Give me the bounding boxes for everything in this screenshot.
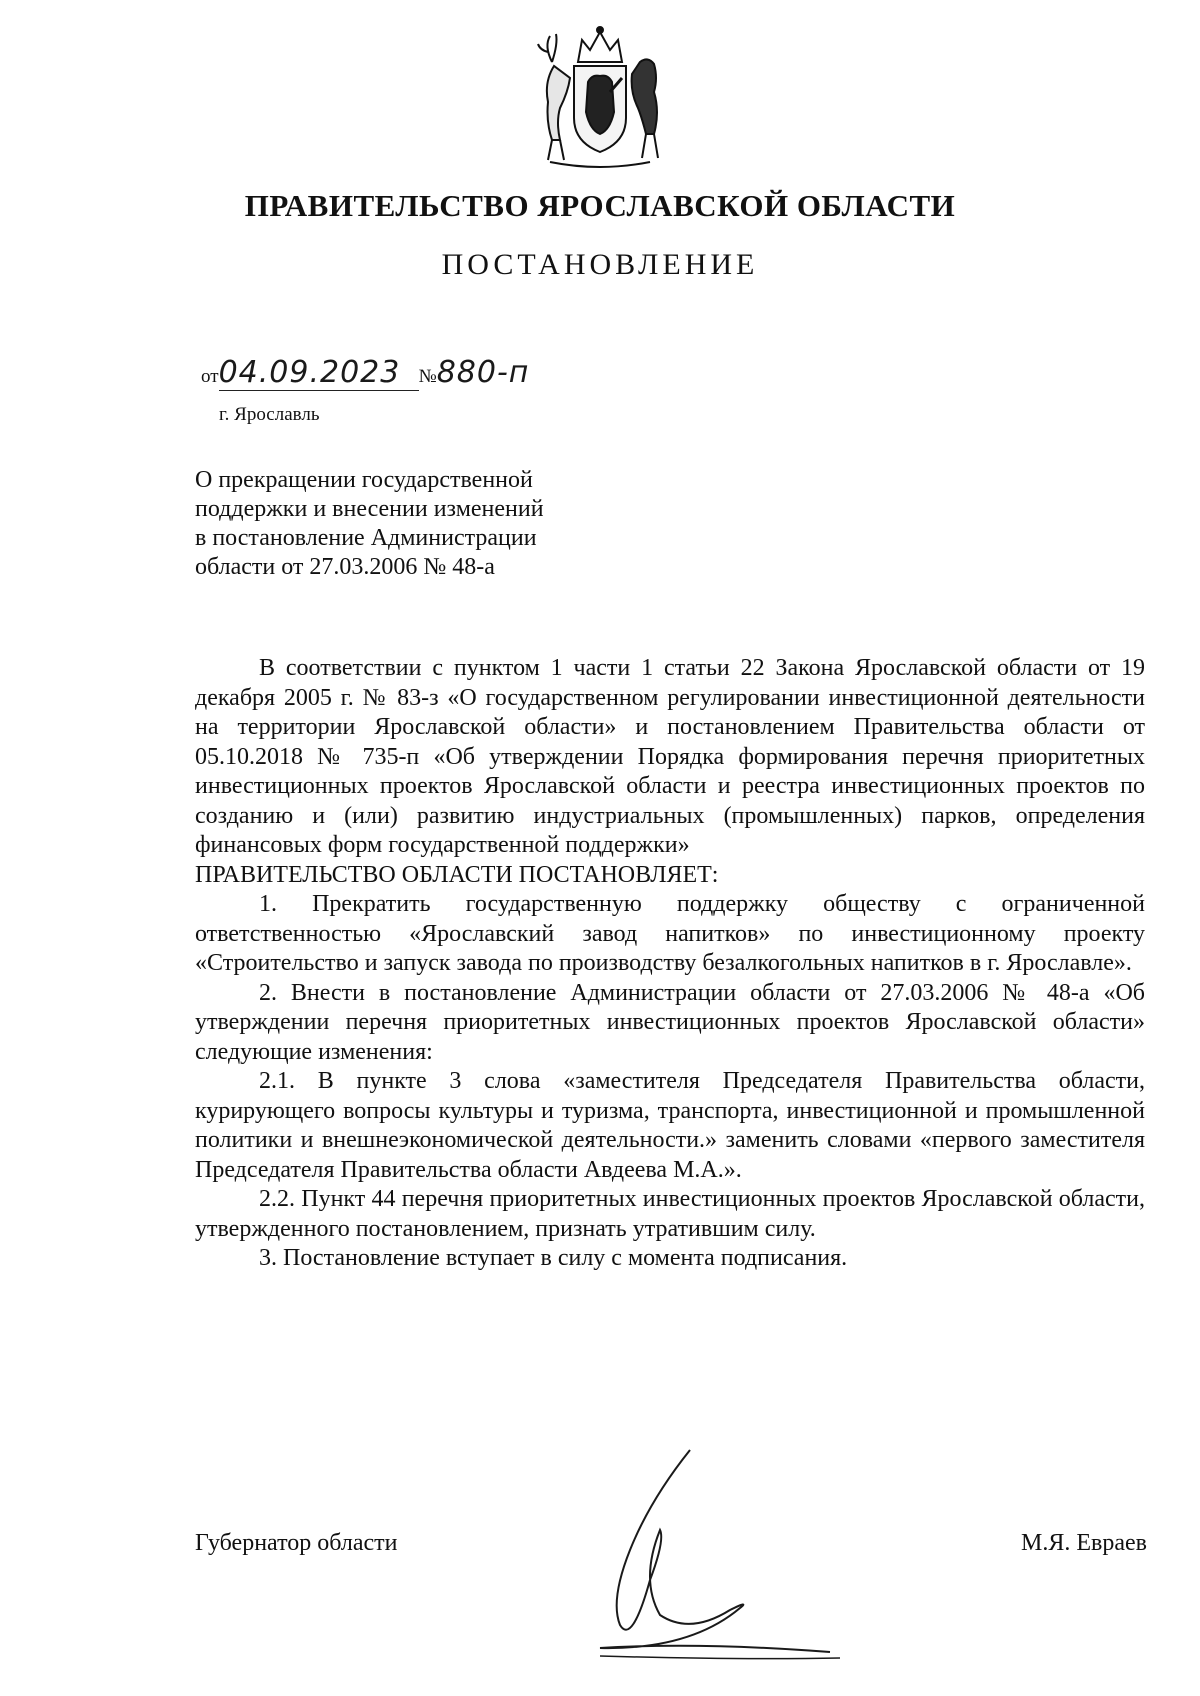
date-number-line	[201, 355, 573, 391]
item-2-paragraph: 2. Внести в постановление Администрации области от 27.03.2006 № 48-а «Об утверждении перечня приоритетных инвестиционных проектов Ярославской области» следующие изменения:	[195, 979, 1145, 1065]
document-type: ПОСТАНОВЛЕНИЕ	[441, 248, 759, 281]
item-2-2-paragraph: 2.2. Пункт 44 перечня приоритетных инвестиционных проектов Ярославской области, утвержденного постановлением, признать утратившим силу.	[195, 1186, 1145, 1242]
document-number: 880-п	[436, 355, 530, 390]
subject-line: поддержки и внесении изменений	[195, 496, 544, 522]
date-prefix: от	[201, 366, 219, 387]
handwritten-signature-icon	[540, 1430, 940, 1680]
resolves-line: ПРАВИТЕЛЬСТВО ОБЛАСТИ ПОСТАНОВЛЯЕТ:	[195, 861, 719, 888]
number-prefix: №	[418, 366, 437, 387]
coat-of-arms-icon	[530, 22, 670, 172]
subject-line: в постановление Администрации	[195, 525, 537, 551]
item-2-1-paragraph: 2.1. В пункте 3 слова «заместителя Председателя Правительства области, курирующего вопросы культуры и туризма, транспорта, инвестиционной и промышленной политики и внешнеэкономической деятельности.» заменить словами «первого заместителя Председателя Правительства области Авдеева М.А.».	[195, 1068, 1145, 1183]
subject-line: О прекращении государственной	[195, 467, 533, 493]
item-3-paragraph: 3. Постановление вступает в силу с момента подписания.	[259, 1245, 848, 1271]
document-date: 04.09.2023	[219, 355, 419, 391]
signatory-position: Губернатор области	[195, 1530, 398, 1556]
preamble-paragraph: В соответствии с пунктом 1 части 1 статьи 22 Закона Ярославской области от 19 декабря 2005 г. № 83-з «О государственном регулировании инвестиционной деятельности на территории Ярославской области» и постановлением Правительства области от 05.10.2018 № 735-п «Об утверждении Порядка формирования перечня приоритетных инвестиционных проектов Ярославской области и реестра инвестиционных проектов по созданию и (или) развитию индустриальных (промышленных) парков, определения финансовых форм государственной поддержки»	[195, 655, 1145, 858]
document-subject	[195, 466, 655, 582]
organization-title: ПРАВИТЕЛЬСТВО ЯРОСЛАВСКОЙ ОБЛАСТИ	[244, 188, 956, 223]
subject-line: области от 27.03.2006 № 48-а	[195, 554, 495, 580]
city: г. Ярославль	[219, 404, 320, 425]
signatory-name: М.Я. Евраев	[1021, 1530, 1147, 1556]
item-1-paragraph: 1. Прекратить государственную поддержку обществу с ограниченной ответственностью «Ярославский завод напитков» по инвестиционному проекту «Строительство и запуск завода по производству безалкогольных напитков в г. Ярославле».	[195, 891, 1145, 976]
document-body	[195, 654, 1145, 1274]
